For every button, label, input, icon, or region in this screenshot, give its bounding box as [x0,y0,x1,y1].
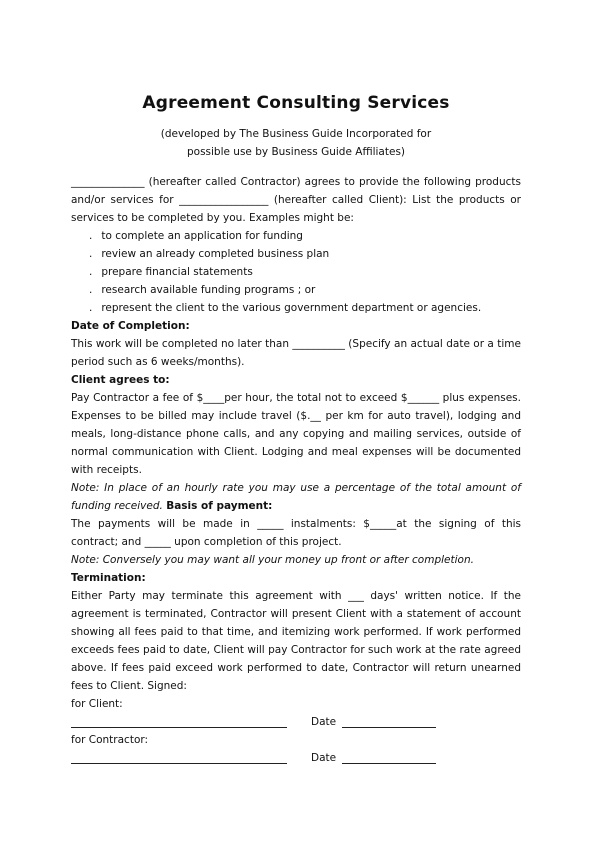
examples-list [71,227,521,317]
list-item-text: research available funding programs ; or [101,284,316,296]
intro-paragraph: ______________ (hereafter called Contractor) agrees to provide the following products and/or services for _________________ (hereafter called Client): List the products or services to be completed by you. Examples might be: [71,176,521,224]
subtitle-line-2: possible use by Business Guide Affiliates) [186,146,406,158]
client-date-line[interactable] [342,716,436,728]
contractor-signature-label: for Contractor: [71,734,149,746]
bullet-mark: . [89,266,93,278]
contractor-signature-row [71,749,521,767]
list-item [89,263,521,281]
completion-heading: Date of Completion: [71,320,190,332]
document-page [71,93,521,767]
list-item-text: represent the client to the various government department or agencies. [101,302,482,314]
client-agrees-text: Pay Contractor a fee of $____per hour, the total not to exceed $______ plus expenses. Expenses to be billed may include travel ($.__ per km for auto travel), lodging and meals, long-distance phone calls, and any copying and mailing services, outside of normal communication with Client. Lodging and meal expenses will be documented with receipts. [71,392,521,476]
fee-note-paragraph [71,479,521,515]
client-agrees-heading: Client agrees to: [71,374,170,386]
basis-of-payment-heading: Basis of payment: [166,500,273,512]
client-signature-line[interactable] [71,716,287,728]
bullet-mark: . [89,284,93,296]
list-item-text: to complete an application for funding [101,230,303,242]
subtitle-line-1: (developed by The Business Guide Incorporated for [160,128,432,140]
document-title: Agreement Consulting Services [142,93,450,113]
list-item [89,245,521,263]
termination-text: Either Party may terminate this agreement with ___ days' written notice. If the agreement is terminated, Contractor will present Client with a statement of account showing all fees paid to that time, and itemizing work performed. If work performed exceeds fees paid to date, Client will pay Contractor for such work at the rate agreed above. If fees paid exceed work performed to date, Contractor will return unearned fees to Client. Signed: [71,590,521,692]
client-signature-label: for Client: [71,698,123,710]
client-date-label: Date [311,716,337,728]
contractor-signature-line[interactable] [71,752,287,764]
list-item [89,299,521,317]
list-item-text: review an already completed business plan [101,248,330,260]
bullet-mark: . [89,248,93,260]
termination-heading: Termination: [71,572,146,584]
completion-text: This work will be completed no later than __________ (Specify an actual date or a time period such as 6 weeks/months). [71,338,521,368]
payment-text: The payments will be made in _____ instalments: $_____at the signing of this contract; and _____ upon completion of this project. [71,518,521,548]
fee-note: Note: In place of an hourly rate you may use a percentage of the total amount of funding received. [71,482,521,512]
contractor-date-line[interactable] [342,752,436,764]
contractor-date-label: Date [311,752,337,764]
list-item [89,227,521,245]
bullet-mark: . [89,230,93,242]
list-item [89,281,521,299]
list-item-text: prepare financial statements [101,266,253,278]
payment-note: Note: Conversely you may want all your money up front or after completion. [71,554,474,566]
bullet-mark: . [89,302,93,314]
document-subtitle [71,125,521,161]
client-signature-row [71,713,521,731]
